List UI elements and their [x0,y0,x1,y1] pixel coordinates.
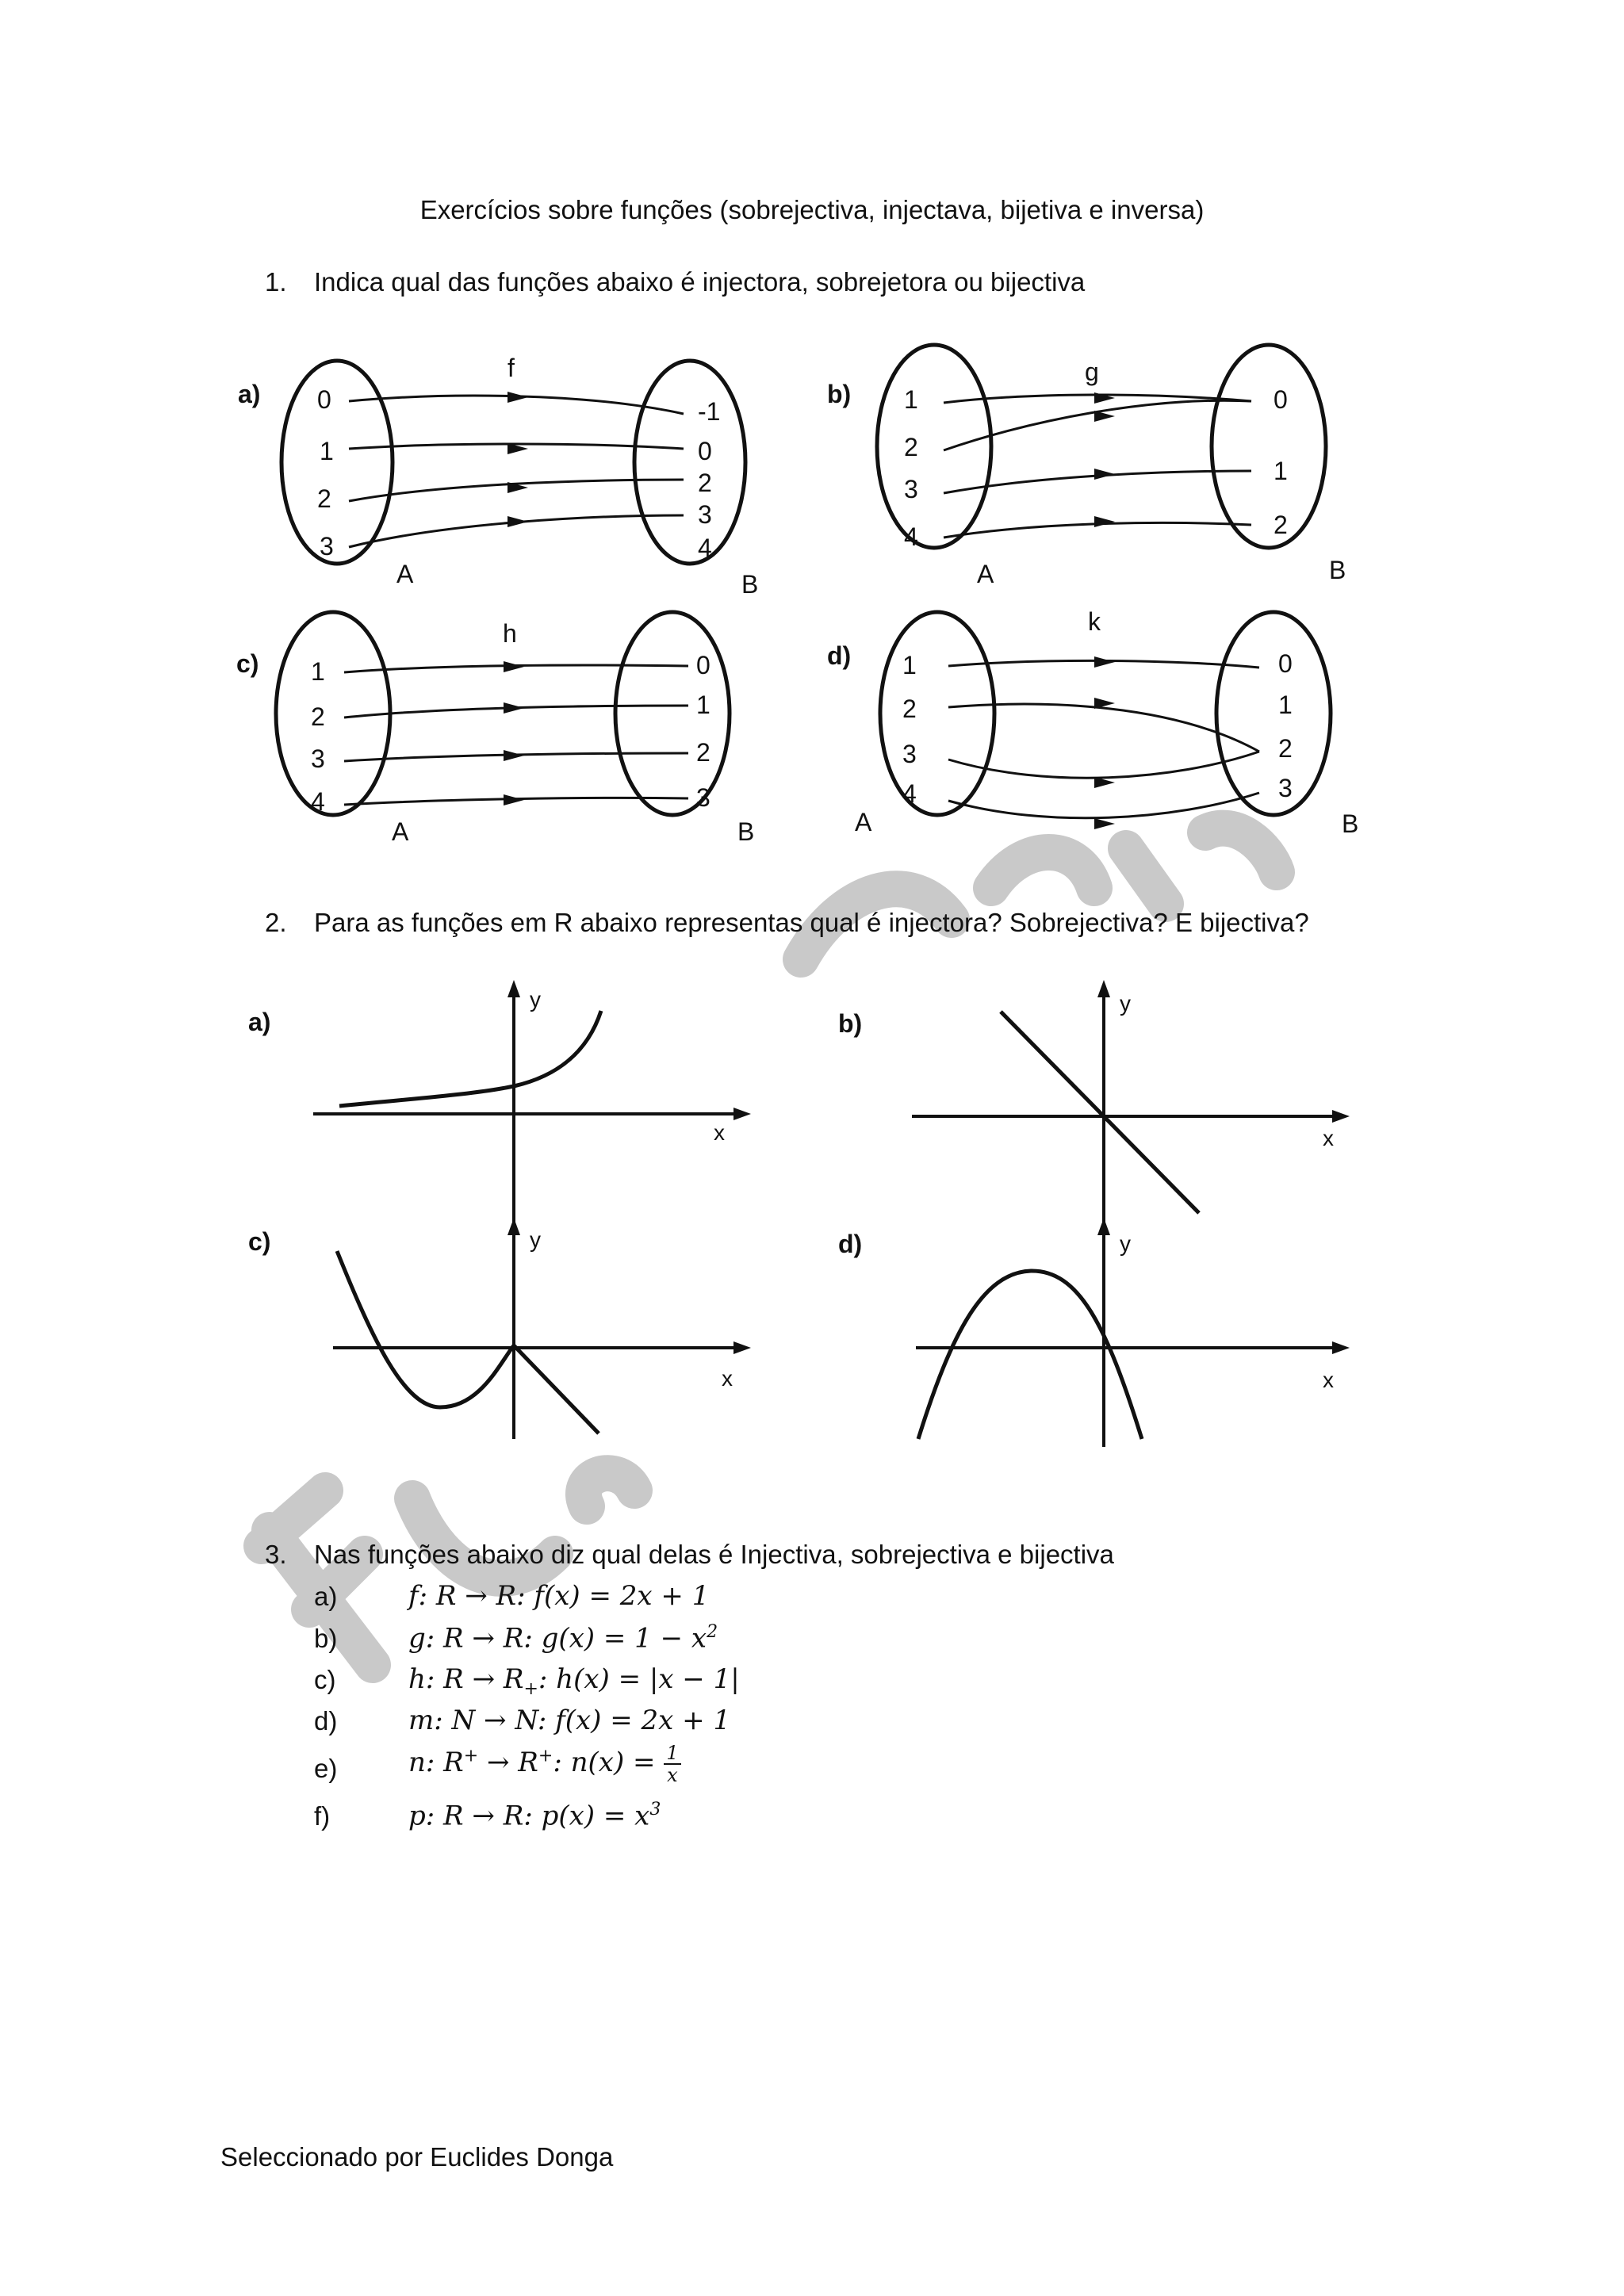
svg-text:x: x [714,1120,725,1145]
function-c-label: c) [314,1665,336,1694]
svg-text:4: 4 [904,522,918,551]
svg-text:A: A [855,808,872,836]
question-2-text: Para as funções em R abaixo representas qual é injectora? Sobrejectiva? E bijectiva? [314,908,1309,937]
svg-text:3: 3 [902,740,917,768]
svg-text:1: 1 [902,651,917,679]
svg-text:y: y [1120,991,1131,1016]
svg-text:y: y [1120,1231,1131,1256]
svg-text:2: 2 [696,738,710,767]
svg-text:0: 0 [1278,649,1293,678]
function-b-expr: g: R → R: $g(x) = 1 - x^2$ [408,1622,718,1655]
function-b-label: b) [314,1624,338,1653]
svg-text:0: 0 [696,651,710,679]
svg-text:h: h [503,619,517,648]
function-f-expr: p: R → R: $p(x) = x^3$ [408,1800,661,1832]
diagram-c-label: c) [236,649,259,678]
svg-text:f: f [508,354,515,382]
svg-text:1: 1 [1274,457,1288,485]
svg-text:0: 0 [698,437,712,465]
page-title: Exercícios sobre funções (sobrejectiva, injectava, bijetiva e inversa) [419,195,1205,224]
svg-text:-1: -1 [698,397,721,426]
footer-author: Seleccionado por Euclides Donga [220,2142,614,2172]
svg-text:x: x [1323,1126,1334,1150]
function-d-label: d) [314,1706,338,1735]
svg-text:0: 0 [1274,385,1288,414]
svg-text:2: 2 [317,484,331,513]
diagram-b-label: b) [827,380,852,408]
svg-text:2: 2 [904,433,918,461]
graph-a-label: a) [248,1008,271,1036]
svg-text:0: 0 [317,385,331,414]
function-c-expr: h: $R \to R_+$: h(x) = |x − 1| [408,1663,740,1699]
svg-text:y: y [530,1227,541,1252]
svg-text:B: B [1329,556,1346,584]
svg-text:2: 2 [1278,734,1293,763]
graph-b-label: b) [838,1009,863,1038]
svg-text:3: 3 [698,500,712,529]
svg-text:g: g [1085,358,1099,386]
svg-text:4: 4 [311,787,325,816]
svg-text:1: 1 [696,691,710,719]
function-a-label: a) [314,1582,338,1611]
svg-text:3: 3 [311,744,325,773]
svg-text:y: y [530,987,541,1012]
diagram-d-label: d) [827,641,852,670]
question-3-number: 3. [265,1540,287,1569]
svg-text:2: 2 [902,695,917,723]
function-e-expr: n: R+ → R+: n(x) = $\frac{1}{x}$ [408,1743,681,1785]
svg-text:3: 3 [320,532,334,561]
function-e-label: e) [314,1754,338,1783]
svg-text:3: 3 [904,475,918,503]
svg-text:1: 1 [311,657,325,686]
diagram-a-label: a) [238,380,261,408]
svg-text:1: 1 [1278,691,1293,719]
svg-text:2: 2 [698,469,712,497]
svg-text:3: 3 [696,783,710,812]
svg-text:1: 1 [320,437,334,465]
svg-text:A: A [396,560,414,588]
graph-d-label: d) [838,1230,863,1258]
question-3-text: Nas funções abaixo diz qual delas é Injectiva, sobrejectiva e bijectiva [314,1540,1114,1569]
svg-text:4: 4 [902,779,917,808]
svg-text:B: B [741,570,759,599]
svg-text:A: A [977,560,994,588]
svg-text:2: 2 [311,702,325,731]
svg-text:k: k [1088,607,1101,636]
svg-text:x: x [722,1366,733,1391]
question-1-number: 1. [265,267,287,297]
svg-text:B: B [737,817,755,846]
svg-text:3: 3 [1278,774,1293,802]
function-f-label: f) [314,1801,331,1831]
function-d-expr: m: N → N: f(x) = 2x + 1 [408,1705,731,1736]
svg-text:1: 1 [904,385,918,414]
question-2-number: 2. [265,908,287,937]
svg-text:B: B [1342,809,1359,838]
svg-text:4: 4 [698,534,712,562]
graph-c-label: c) [248,1227,271,1256]
svg-text:x: x [1323,1368,1334,1392]
function-a-expr: f: R → R: f(x) = 2x + 1 [408,1580,710,1612]
question-1-text: Indica qual das funções abaixo é injectora, sobrejetora ou bijectiva [314,267,1086,297]
svg-text:A: A [392,817,409,846]
svg-text:2: 2 [1274,511,1288,539]
